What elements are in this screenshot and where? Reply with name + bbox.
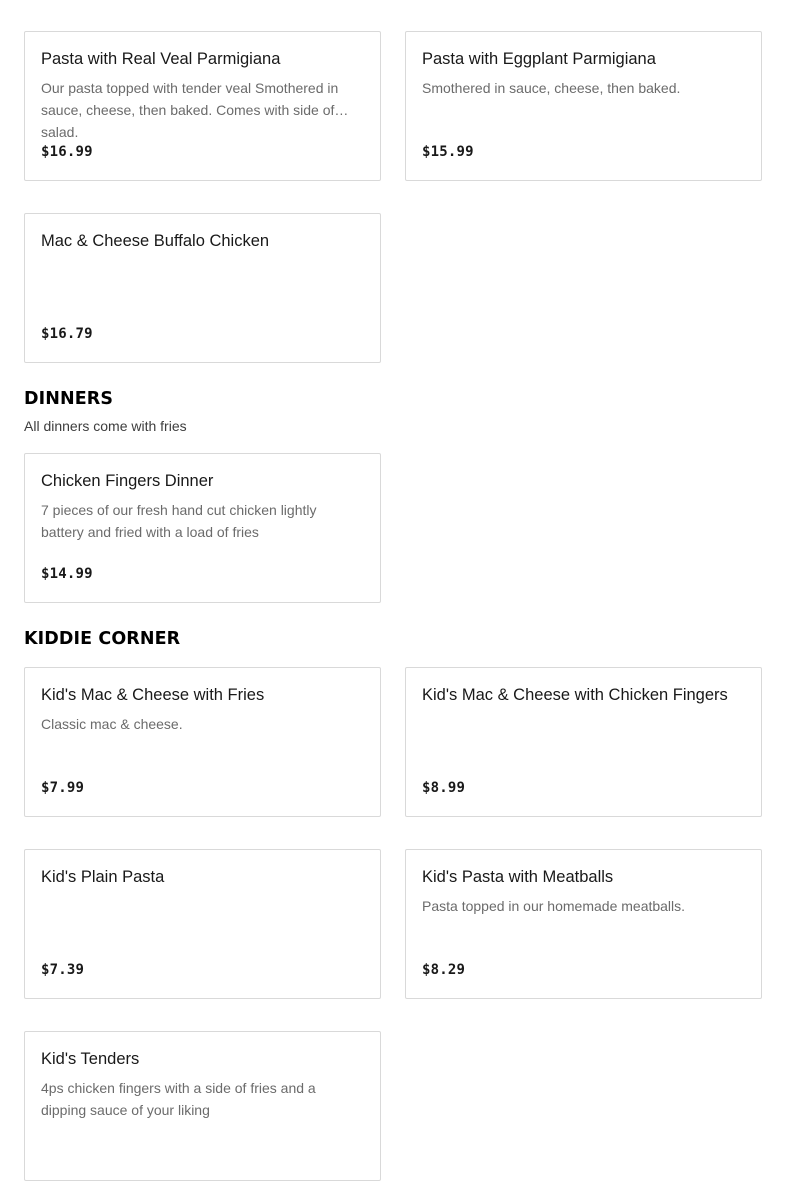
menu-item-description: Smothered in sauce, cheese, then baked. (422, 80, 681, 96)
menu-item-price: $16.99 (41, 144, 93, 160)
menu-item-name: Kid's Pasta with Meatballs (422, 868, 614, 886)
section-title-dinners: DINNERS (24, 389, 114, 409)
menu-item-description: 4ps chicken fingers with a side of fries and a dipping sauce of your liking (41, 1080, 316, 1118)
menu-item-price: $7.99 (41, 780, 85, 796)
menu-item-name: Kid's Plain Pasta (41, 868, 165, 886)
menu-item-price: $8.99 (422, 780, 466, 796)
menu-item-description: 7 pieces of our fresh hand cut chicken lightly battery and fried with a load of fries (41, 502, 317, 540)
menu-item-price: $7.39 (41, 962, 85, 978)
menu-item-description: Classic mac & cheese. (41, 716, 183, 732)
menu-item-description: Our pasta topped with tender veal Smothered in sauce, cheese, then baked. Comes with side of salad. (41, 80, 339, 140)
menu-item-price: $14.99 (41, 566, 93, 582)
menu-item-card[interactable] (24, 31, 381, 181)
menu-item-name: Kid's Mac & Cheese with Fries (41, 686, 265, 704)
section-subtitle-dinners: All dinners come with fries (24, 418, 187, 434)
menu-item-card[interactable] (24, 1031, 381, 1181)
menu-item-card[interactable] (405, 31, 762, 181)
menu-item-description: Pasta topped in our homemade meatballs. (422, 898, 686, 914)
menu-item-card[interactable] (405, 667, 762, 817)
menu-item-name: Kid's Tenders (41, 1050, 140, 1068)
menu-item-card[interactable] (405, 849, 762, 999)
menu-item-name: Mac & Cheese Buffalo Chicken (41, 232, 270, 250)
menu-item-card[interactable] (24, 453, 381, 603)
menu-item-name: Pasta with Eggplant Parmigiana (422, 50, 656, 68)
menu-item-price: $8.29 (422, 962, 466, 978)
menu-item-name: Pasta with Real Veal Parmigiana (41, 50, 281, 68)
menu-item-price: $16.79 (41, 326, 93, 342)
section-title-kiddie-corner: KIDDIE CORNER (24, 629, 181, 649)
menu-item-card[interactable] (24, 849, 381, 999)
menu-item-card[interactable] (24, 213, 381, 363)
menu-item-name: Chicken Fingers Dinner (41, 472, 214, 490)
menu-item-card[interactable] (24, 667, 381, 817)
menu-item-price: $15.99 (422, 144, 474, 160)
menu-item-name: Kid's Mac & Cheese with Chicken Fingers (422, 686, 728, 704)
